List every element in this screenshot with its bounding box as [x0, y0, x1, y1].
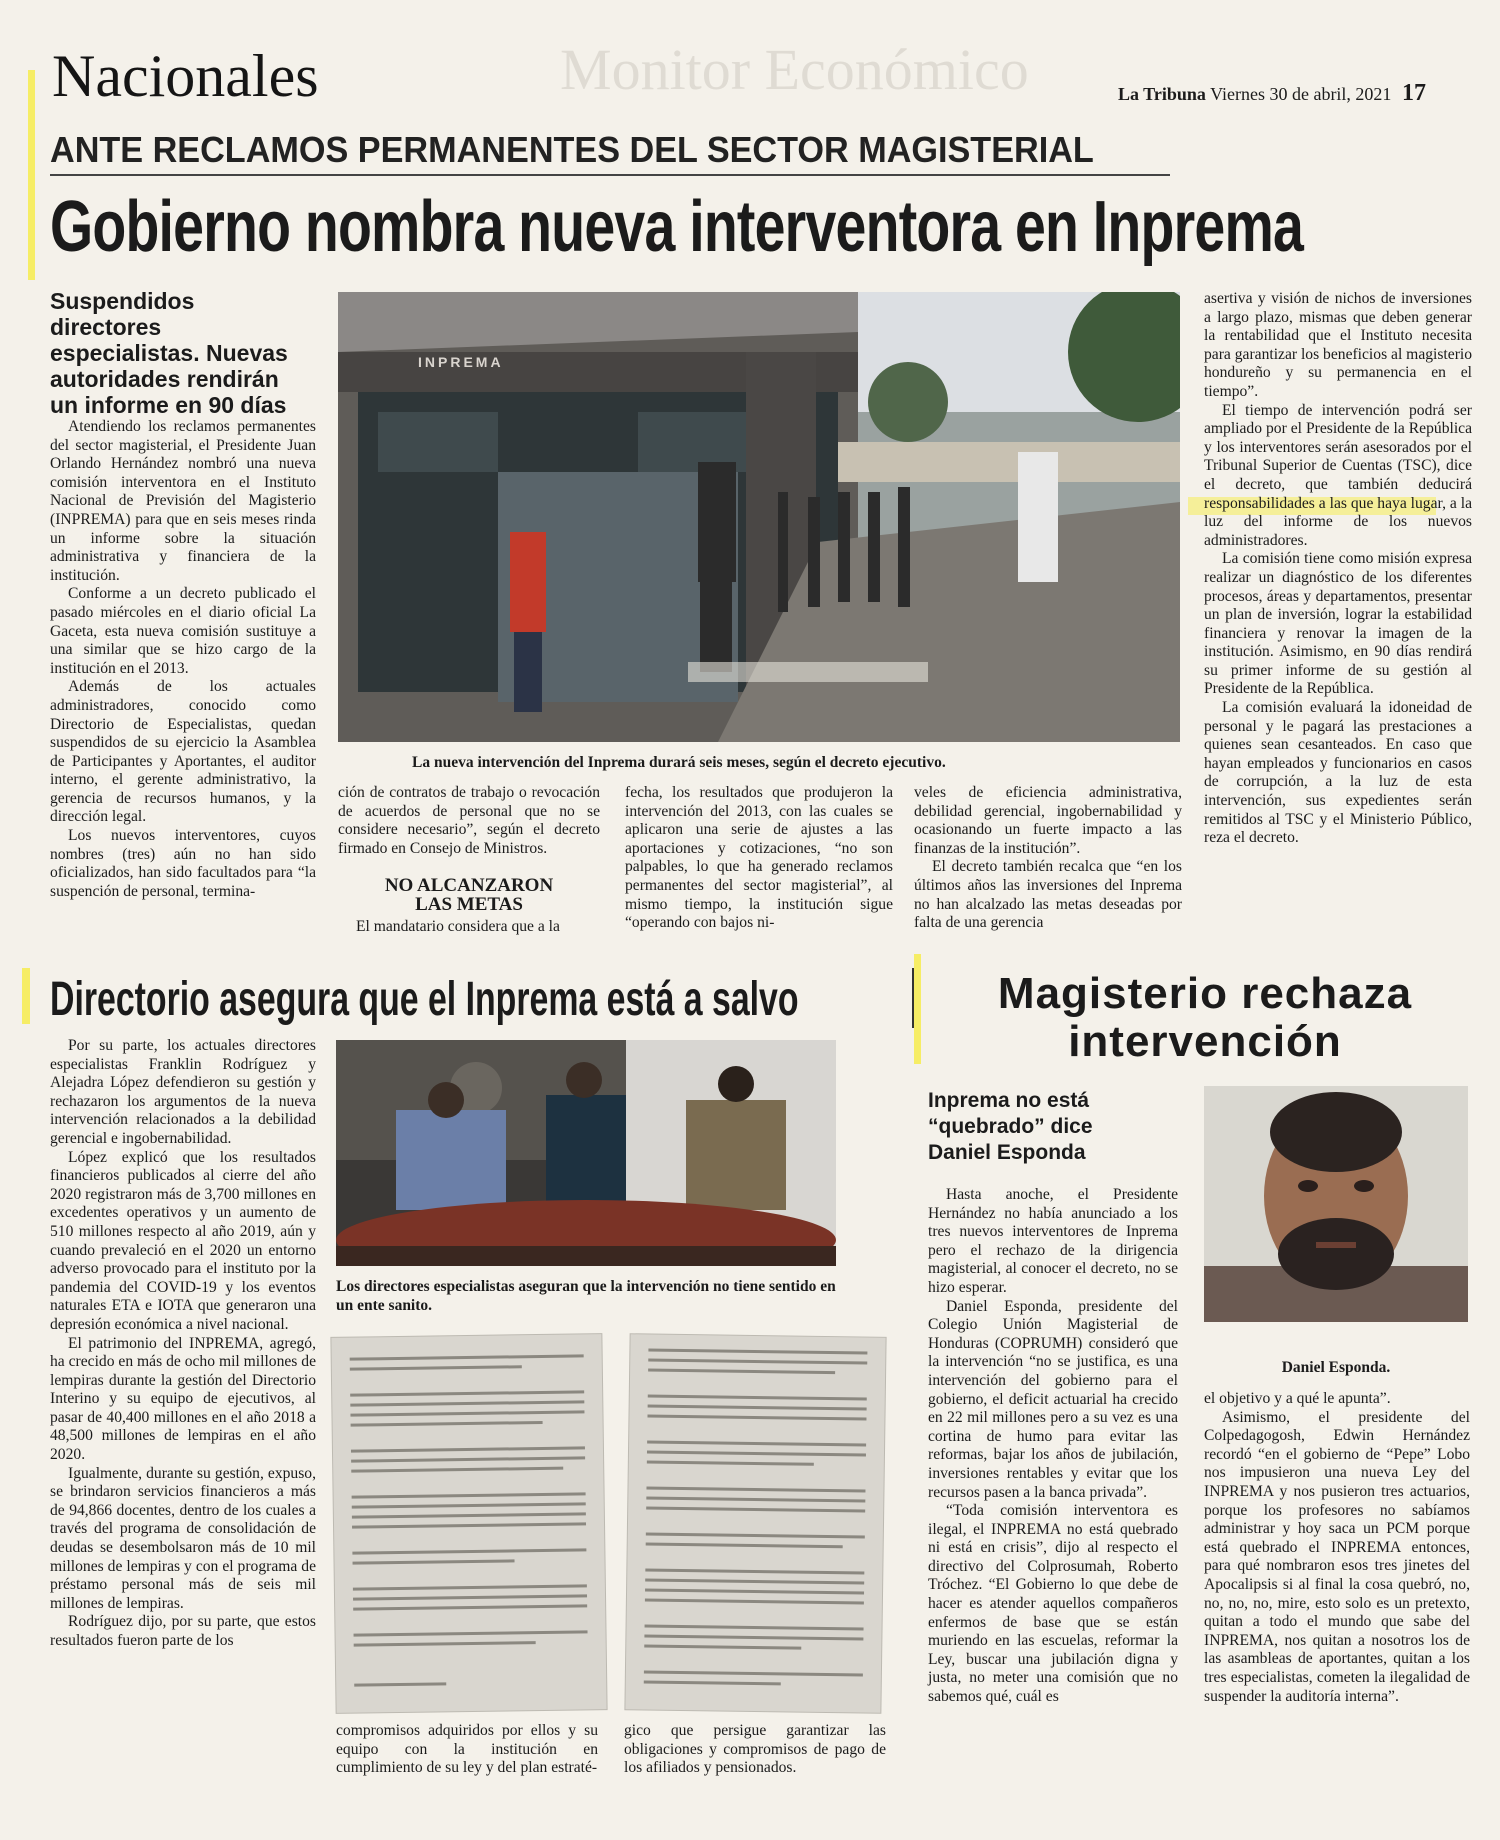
paper-name: La Tribuna — [1118, 84, 1206, 104]
paragraph: fecha, los resultados que produjeron la intervención del 2013, con las cuales se aplicaron una serie de ajustes a las aportaciones y cotizaciones, “no son palpables, lo que ha generado reclamos permanentes del sector magisterial”, al mismo tiempo, la institución sigue “operando con bajos ni- — [625, 784, 893, 932]
paragraph: Conforme a un decreto publicado el pasado miércoles en el diario oficial La Gaceta, esta nueva comisión sustituye a una similar que se hizo cargo de la institución en el 2013. — [50, 585, 316, 677]
masthead-info — [1118, 80, 1426, 107]
lead-column-2 — [338, 784, 600, 937]
second-column-3 — [624, 1722, 886, 1778]
portrait-caption: Daniel Esponda. — [1281, 1359, 1391, 1376]
paragraph: El tiempo de intervención podrá ser ampliado por el Presidente de la República y los interventores serán asesorados por el Tribunal Superior de Cuentas (TSC), dice el decreto, que también deducirá responsabilidades a las que haya lugar, a la luz del informe de los nuevos administradores. — [1204, 401, 1472, 549]
page-number: 17 — [1401, 80, 1426, 106]
paragraph: El patrimonio del INPREMA, agregó, ha crecido en más de ocho mil millones de lempiras durante la gestión del Directorio Interino y su equipo de ejecutivos, al pasar de 40,400 millones en el año 2018 a 48,500 millones de lempiras en el año 2020. — [50, 1334, 316, 1464]
kicker-rule — [50, 174, 1170, 176]
paragraph: Atendiendo los reclamos permanentes del sector magisterial, el Presidente Juan Orlando Hernández nombró una nueva comisión interventora en el Instituto Nacional de Previsión del Magisterio (INPREMA) para que en seis meses rinda un informe sobre la situación administrativa y financiera de la institución. — [50, 418, 316, 584]
kicker: ANTE RECLAMOS PERMANENTES DEL SECTOR MAGISTERIAL — [50, 129, 1094, 170]
ghost-header: Monitor Económico — [560, 37, 1029, 102]
paragraph: Rodríguez dijo, por su parte, que estos resultados fueron parte de los — [50, 1613, 316, 1649]
paragraph: El mandatario considera que a la — [356, 918, 560, 936]
third-headline — [930, 970, 1480, 1066]
second-column-1 — [50, 1037, 316, 1651]
paragraph: La comisión evaluará la idoneidad de personal y le pagará las prestaciones a quienes sean cesanteados. En caso que hayan empleados y funcionarios en casos de corrupción, a la luz de esta intervención, sus expedientes serán remitidos al TSC y el Ministerio Público, reza el decreto. — [1204, 699, 1472, 847]
press-photo-caption: Los directores especialistas aseguran que la intervención no tiene sentido en un ente sanito. — [336, 1278, 836, 1314]
paragraph: veles de eficiencia administrativa, debilidad gerencial, ingobernabilidad y ocasionando un fuerte impacto a las finanzas de la institución”. — [914, 784, 1182, 857]
lead-column-1 — [50, 418, 316, 901]
paragraph: el objetivo y a qué le apunta”. — [1204, 1390, 1391, 1407]
press-conference-illustration — [336, 1040, 836, 1266]
third-column-1 — [928, 1186, 1178, 1707]
paragraph: ción de contratos de trabajo o revocación de acuerdos de personal que no se considere necesario”, según el decreto firmado en Consejo de Ministros. — [338, 784, 600, 857]
lead-subhead: Suspendidos directores especialistas. Nuevas autoridades rendirán un informe en 90 días — [50, 288, 288, 418]
third-subhead: Inprema no está “quebrado” dice Daniel Esponda — [928, 1089, 1093, 1164]
paragraph: “Toda comisión interventora es ilegal, el INPREMA no está quebrado ni está en crisis”, dijo al respecto el directivo del Colprosumah, Roberto Tróchez. “El Gobierno lo que debe de hacer es atender aquellos compañeros enfermos de base que se están muriendo en las escuelas, reformar la Ley, buscar una jubilación digna y justa, no meter una comisión que no sabemos qué, cuál es — [928, 1502, 1178, 1706]
esponda-portrait — [1204, 1086, 1468, 1322]
lead-photo-caption: La nueva intervención del Inprema durará seis meses, según el decreto ejecutivo. — [412, 754, 946, 771]
third-column-2 — [1204, 1390, 1470, 1706]
paragraph: gico que persigue garantizar las obligaciones y compromisos de pago de los afiliados y pensionados. — [624, 1722, 886, 1777]
issue-date: Viernes 30 de abril, 2021 — [1210, 84, 1392, 104]
highlighter-mark — [22, 968, 30, 1024]
highlighter-mark — [914, 954, 921, 1064]
paragraph: La comisión tiene como misión expresa realizar un diagnóstico de los diferentes procesos, áreas y departamentos, presentar un plan de inversión, lograr la estabilidad financiera y renovar la imagen de la institución. Asimismo, en 90 días rendirá su primer informe de su gestión al Presidente de la República. — [1204, 550, 1472, 698]
section-title: Nacionales — [52, 43, 319, 109]
paragraph: Igualmente, durante su gestión, expuso, se brindaron servicios financieros a más de 94,866 docentes, dentro de los cuales a través del programa de consolidación de deudas se desembolsaron más de 10 mil millones de lempiras y con el programa de préstamo personal más de seis mil millones de lempiras. — [50, 1464, 316, 1612]
paragraph: asertiva y visión de nichos de inversiones a largo plazo, mismas que deben generar la rentabilidad que el Instituto necesita para garantizar los beneficios al magisterio hondureño y su permanencia en el tiempo”. — [1204, 290, 1473, 400]
paragraph: Los nuevos interventores, cuyos nombres (tres) aún no han sido oficializados, han sido facultados para “la suspención de personal, termina- — [50, 827, 316, 900]
second-headline: Directorio asegura que el Inprema está a salvo — [50, 973, 799, 1026]
press-conference-photo — [336, 1040, 836, 1266]
document-page-right — [625, 1334, 885, 1713]
portrait-illustration — [1204, 1086, 1468, 1322]
paragraph: Además de los actuales administradores, conocido como Directorio de Especialistas, quedan suspendidos de su ejercicio la Asamblea de Participantes y Aportantes, el auditor interno, el gerente administrativo, la gerencia de recursos humanos, y la dirección legal. — [50, 678, 316, 826]
paragraph: López explicó que los resultados financieros publicados al cierre del año 2020 registraron más de 3,700 millones en excedentes operativos y un aumento de 510 millones respecto al año 2019, aún y cuando prevaleció en el 2020 un entorno adverso provocado para el instituto por la pandemia del COVID-19 y los eventos naturales ETA e IOTA que generaron una depresión económica a nivel nacional. — [50, 1148, 316, 1333]
crosshead: NO ALCANZARON LAS METAS — [384, 875, 554, 916]
paragraph: compromisos adquiridos por ellos y su equipo con la institución en cumplimiento de su ley y del plan estraté- — [336, 1722, 598, 1777]
paragraph: Por su parte, los actuales directores especialistas Franklin Rodríguez y Alejadra López defendieron su gestión y rechazaron los argumentos de la nueva intervención relacionados a la debilidad gerencial e ingobernabilidad. — [50, 1037, 316, 1147]
lead-photo — [338, 292, 1180, 742]
lead-column-4 — [914, 784, 1182, 933]
lead-column-3 — [625, 784, 893, 933]
headline-line: intervención — [1068, 1017, 1342, 1066]
headline-line: Magisterio rechaza — [997, 969, 1413, 1018]
document-page-left — [331, 1334, 606, 1713]
second-column-2 — [336, 1722, 598, 1778]
highlighter-mark — [28, 70, 35, 280]
paragraph: Hasta anoche, el Presidente Hernández no había anunciado a los tres nuevos interventores de Inprema pero el rechazo de la dirigencia magisterial, al conocer el decreto, no se hizo esperar. — [928, 1186, 1178, 1296]
paragraph: El decreto también recalca que “en los últimos años las inversiones del Inprema no han alcalzado las metas deseadas por falta de una gerencia — [914, 858, 1182, 932]
paragraph: Daniel Esponda, presidente del Colegio Unión Magisterial de Honduras (COPRUMH) consideró que la intervención “no se justifica, es una intervención del gobierno para el gobierno, el deficit actuarial ha crecido en 22 mil millones pero a su vez es una cortina de humo para evitar las reformas, bajar los años de jubilación, inversiones rentables y evitar que los recursos pasen a la banca privada”. — [928, 1297, 1178, 1501]
headline: Gobierno nombra nueva interventora en Inprema — [50, 187, 1304, 267]
lead-column-5 — [1204, 290, 1472, 848]
paragraph: Asimismo, el presidente del Colpedagogosh, Edwin Hernández recordó “en el gobierno de “Pepe” Lobo nos impusieron una nueva Ley del INPREMA y nos pusieron tres actuarios, porque los profesores no sabíamos administrar y hoy saca un PCM porque está quebrado el INPREMA entonces, para qué nombraron esos tres jinetes del Apocalipsis si al final la cosa quebró, no, no, no, no, mire, esto solo es un pretexto, quitan a todo el mundo que sabe del INPREMA, nos quitan a nosotros los de las asambleas de aportantes, quitan a los tres especialistas, cometen la ilegalidad de suspender la auditoría interna”. — [1204, 1408, 1470, 1705]
building-sign: INPREMA — [418, 354, 504, 370]
